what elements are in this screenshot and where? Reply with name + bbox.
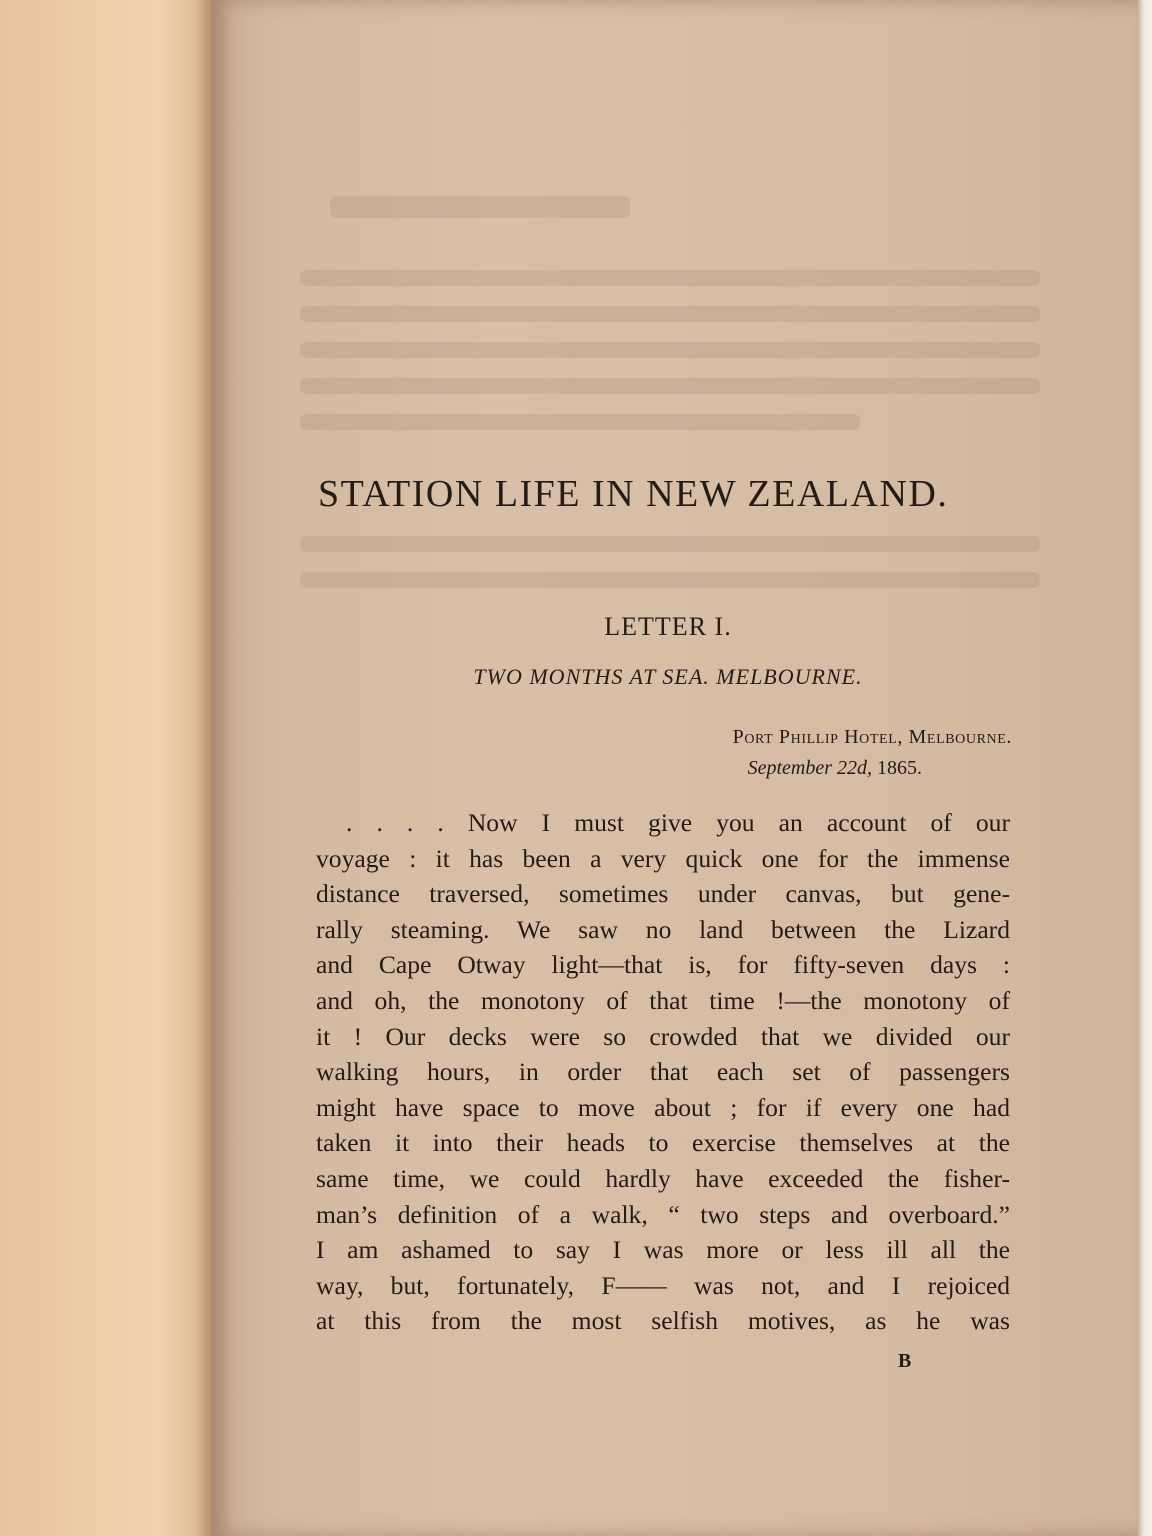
left-page [0,0,212,1536]
body-line: man’s definition of a walk, “ two steps and overboard.” [316,1199,1010,1229]
body-line: distance traversed, sometimes under canvas, but gene- [316,879,1010,909]
letter-heading: LETTER I. [604,612,732,641]
signature-mark: B [898,1350,912,1372]
page-edge [1138,0,1152,1536]
body-line: it ! Our decks were so crowded that we divided our [316,1021,1010,1051]
letter-address: Port Phillip Hotel, Melbourne. [732,726,1012,748]
letter-body [316,805,1010,1339]
book-title: STATION LIFE IN NEW ZEALAND. [318,473,949,515]
body-line: way, but, fortunately, F—— was not, and I rejoiced [316,1270,1010,1300]
letter-date [500,757,922,780]
letter-date-day: September 22d, [747,757,872,779]
letter-subtitle: TWO MONTHS AT SEA. MELBOURNE. [473,664,863,689]
body-line: I am ashamed to say I was more or less ill all the [316,1235,1010,1265]
body-line: . . . . Now I must give you an account of our [346,808,1010,837]
body-line: might have space to move about ; for if every one had [316,1092,1010,1122]
body-line: walking hours, in order that each set of passengers [316,1057,1010,1087]
body-line: at this from the most selfish motives, as he was [316,1306,1010,1336]
body-line: rally steaming. We saw no land between the Lizard [316,914,1010,944]
body-line: and Cape Otway light—that is, for fifty-seven days : [316,950,1010,980]
body-line: same time, we could hardly have exceeded the fisher- [316,1163,1010,1193]
body-line: and oh, the monotony of that time !—the monotony of [316,985,1010,1015]
body-line: taken it into their heads to exercise themselves at the [316,1128,1010,1158]
letter-date-year: 1865. [877,757,922,779]
body-line: voyage : it has been a very quick one for the immense [316,843,1010,873]
